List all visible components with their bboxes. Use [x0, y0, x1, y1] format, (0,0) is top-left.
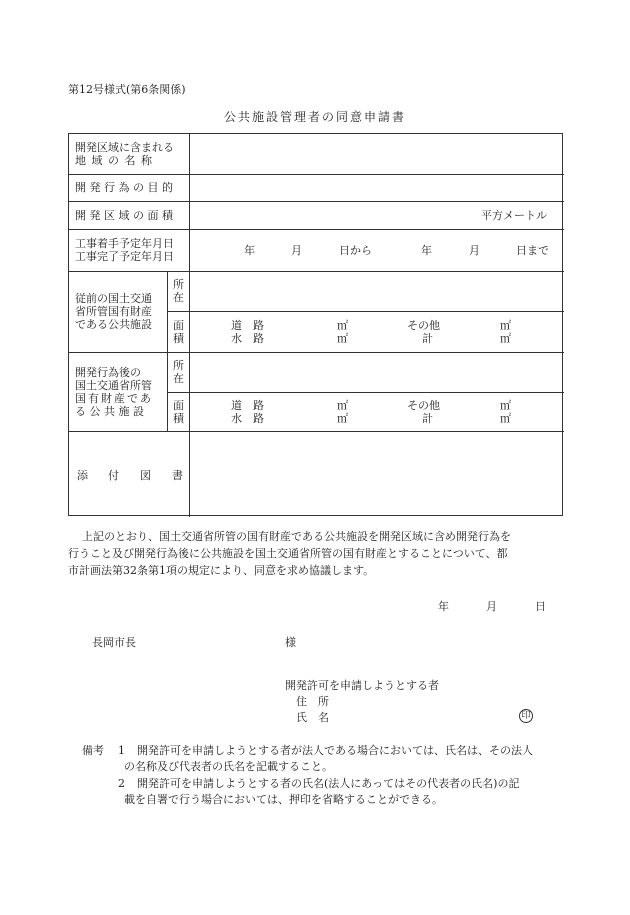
applicant-name-label: 氏 名 [296, 711, 329, 724]
statement-line-1: 上記のとおり、国土交通省所管の国有財産である公共施設を開発区域に含め開発行為を [82, 530, 511, 543]
date-year: 年 [438, 600, 449, 613]
after-road-label: 道 路 [231, 399, 264, 412]
after-road-unit: ㎡ [337, 399, 348, 412]
note-2-number: 2 [118, 777, 125, 790]
after-waterway-unit: ㎡ [337, 412, 348, 425]
before-road-unit: ㎡ [337, 319, 348, 332]
after-facility-label-1: 開発行為後の [75, 366, 141, 379]
attachments-label-2: 付 [108, 469, 119, 482]
after-area-label-1: 面 [173, 399, 184, 412]
date-month: 月 [486, 600, 497, 613]
note-1-line-2: の名称及び代表者の氏名を記載すること。 [124, 760, 333, 773]
statement-line-3: 市計画法第32条第1項の規定により、同意を求め協議します。 [68, 564, 375, 577]
notes-label: 備考 [82, 744, 104, 757]
after-location-label-2: 在 [173, 372, 184, 385]
note-1-line-1: 開発許可を申請しようとする者が法人である場合においては、氏名は、その法人 [137, 744, 533, 757]
purpose-label: 開 発 行 為 の 目 的 [75, 181, 173, 194]
before-total-unit: ㎡ [500, 332, 511, 345]
attachments-label-3: 図 [140, 469, 151, 482]
after-facility-label-4: る 公 共 施 設 [75, 405, 144, 418]
applicant-address-label: 住 所 [296, 695, 329, 708]
before-area-label-1: 面 [173, 319, 184, 332]
end-month: 月 [469, 244, 480, 257]
after-total-label: 計 [422, 412, 433, 425]
addressee-name: 長岡市長 [92, 636, 136, 649]
before-waterway-label: 水 路 [231, 332, 264, 345]
start-date-label: 工事着手予定年月日 [75, 237, 174, 250]
note-2-line-2: 載を自署で行う場合においては、押印を省略することができる。 [124, 793, 443, 806]
after-location-field[interactable] [190, 353, 563, 392]
purpose-field[interactable] [190, 175, 563, 201]
after-facility-label-2: 国土交通省所管 [75, 379, 152, 392]
start-year: 年 [244, 244, 255, 257]
applicant-address-field[interactable] [345, 693, 555, 709]
after-facility-label-3: 国有財産であ [75, 392, 153, 405]
statement-line-2: 行うこと及び開発行為後に公共施設を国土交通省所管の国有財産とすることについて、都 [68, 547, 508, 560]
before-location-field[interactable] [190, 272, 563, 311]
area-unit: 平方メートル [481, 209, 547, 222]
after-waterway-label: 水 路 [231, 412, 264, 425]
attachments-label-4: 書 [172, 469, 183, 482]
after-total-unit: ㎡ [500, 412, 511, 425]
before-facility-label-3: である公共施設 [75, 318, 152, 331]
before-facility-label-2: 省所管国有財産 [75, 305, 152, 318]
note-2-line-1: 開発許可を申請しようとする者の氏名(法人にあってはその代表者の氏名)の記 [137, 777, 520, 790]
document-title: 公共施設管理者の同意申請書 [223, 110, 406, 124]
region-name-label-1: 開発区域に含まれる [75, 141, 174, 154]
before-facility-label-1: 従前の国土交通 [75, 292, 152, 305]
before-other-label: その他 [407, 319, 440, 332]
seal-mark-icon: 印 [519, 709, 533, 723]
before-location-label-1: 所 [173, 278, 184, 291]
region-name-field[interactable] [190, 134, 563, 174]
end-day: 日まで [516, 244, 549, 257]
attachments-label-1: 添 [77, 469, 88, 482]
attachments-field[interactable] [190, 432, 563, 516]
after-area-label-2: 積 [173, 412, 184, 425]
application-form-table [68, 133, 563, 516]
before-area-label-2: 積 [173, 332, 184, 345]
applicant-name-field[interactable] [345, 709, 510, 725]
before-waterway-unit: ㎡ [337, 332, 348, 345]
end-date-label: 工事完了予定年月日 [75, 250, 174, 263]
after-location-label-1: 所 [173, 359, 184, 372]
region-name-label-2: 地 域 の 名 称 [75, 154, 153, 167]
note-1-number: 1 [118, 744, 125, 757]
before-road-label: 道 路 [231, 319, 264, 332]
area-label: 開 発 区 域 の 面 積 [75, 209, 173, 222]
date-day: 日 [535, 600, 546, 613]
after-other-unit: ㎡ [500, 399, 511, 412]
after-other-label: その他 [407, 399, 440, 412]
start-month: 月 [291, 244, 302, 257]
before-other-unit: ㎡ [500, 319, 511, 332]
start-day: 日から [339, 244, 372, 257]
end-year: 年 [421, 244, 432, 257]
form-number: 第12号様式(第6条関係) [68, 83, 186, 96]
before-location-label-2: 在 [173, 291, 184, 304]
applicant-heading: 開発許可を申請しようとする者 [285, 679, 439, 692]
before-total-label: 計 [422, 332, 433, 345]
addressee-honorific: 様 [285, 636, 296, 649]
